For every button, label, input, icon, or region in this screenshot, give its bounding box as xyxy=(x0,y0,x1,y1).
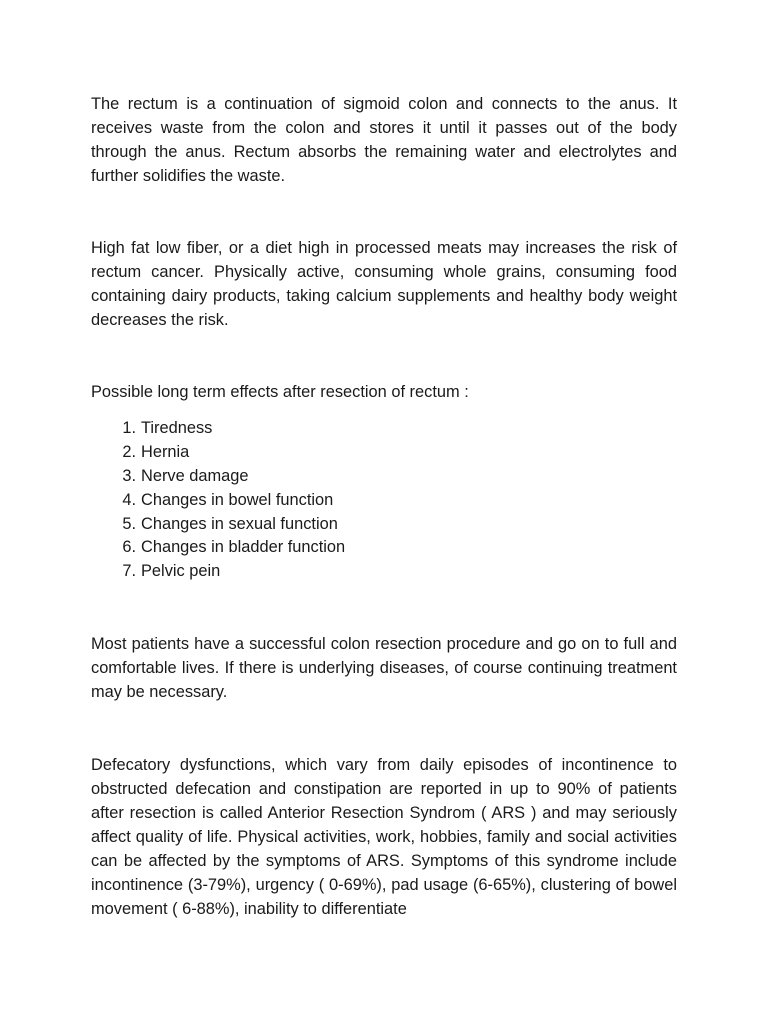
document-page xyxy=(91,92,677,921)
list-item-text: Hernia xyxy=(141,442,190,461)
list-item-number: 5 . xyxy=(112,513,136,537)
list-item xyxy=(112,489,677,513)
paragraph-risk-factors: High fat low fiber, or a diet high in processed meats may increases the risk of rectum cancer. Physically active, consuming whole grains, consuming food containing dairy products, taking calcium supplements and healthy body weight decreases the risk. xyxy=(91,239,677,329)
list-item-number: 6 . xyxy=(112,536,136,560)
list-item xyxy=(112,560,677,584)
list-item-text: Tiredness xyxy=(141,419,213,437)
list-item-number: 3 . xyxy=(112,465,136,489)
paragraph-rectum-intro: The rectum is a continuation of sigmoid colon and connects to the anus. It receives waste from the colon and stores it until it passes out of the body through the anus. Rectum absorbs the remaining water and electrolytes and further solidifies the waste. xyxy=(91,95,677,185)
long-term-effects-list xyxy=(91,417,677,584)
list-item xyxy=(112,536,677,560)
paragraph-effects-heading: Possible long term effects after resection of rectum : xyxy=(91,383,469,401)
list-item-text: Pelvic pein xyxy=(141,562,221,581)
list-item-number: 4 . xyxy=(112,489,136,513)
list-item-number: 7 . xyxy=(112,560,136,584)
list-item xyxy=(112,513,677,537)
list-item-number: 2 . xyxy=(112,441,136,465)
paragraph-ars: Defecatory dysfunctions, which vary from daily episodes of incontinence to obstructed defecation and constipation are reported in up to 90% of patients after resection is called Anterior Resection Syndrom ( ARS ) and may seriously affect quality of life. Physical activities, work, hobbies, family and social activities can be affected by the symptoms of ARS. Symptoms of this syndrome include incontinence (3-79%), urgency ( 0-69%), pad usage (6-65%), clustering of bowel movement ( 6-88%), inability to differentiate xyxy=(91,756,677,919)
paragraph-outcome: Most patients have a successful colon resection procedure and go on to full and comfortable lives. If there is underlying diseases, of course continuing treatment may be necessary. xyxy=(91,635,677,702)
list-item xyxy=(112,441,677,465)
list-item xyxy=(112,417,677,441)
list-item xyxy=(112,465,677,489)
list-item-text: Changes in sexual function xyxy=(141,514,338,533)
list-item-text: Changes in bowel function xyxy=(141,490,334,509)
list-item-text: Nerve damage xyxy=(141,466,249,485)
list-item-text: Changes in bladder function xyxy=(141,538,346,557)
list-item-number: 1 . xyxy=(112,417,136,441)
